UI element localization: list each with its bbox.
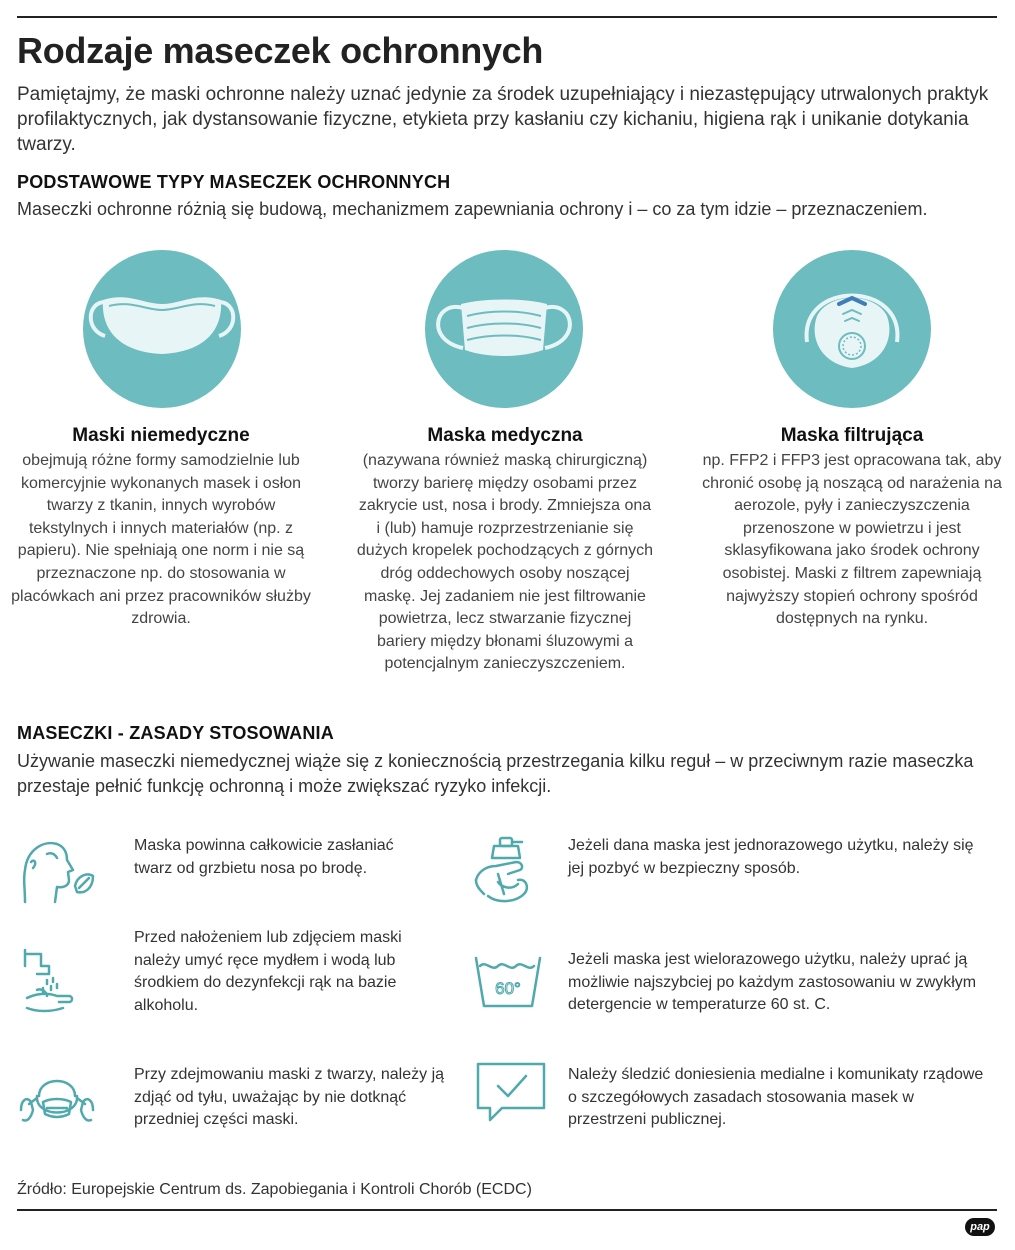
hand-washing-icon <box>17 940 97 1020</box>
pap-logo: pap <box>965 1218 995 1236</box>
types-subtitle: Maseczki ochronne różnią się budową, mechanizmem zapewniania ochrony i – co za tym idzie – przeznaczeniem. <box>17 199 928 219</box>
type-description: (nazywana również maską chirurgiczną) tworzy barierę między osobami przez zakrycie ust, nosa i brody. Zmniejsza ona i (lub) hamuje rozprzestrzenianie się dużych kropelek pochodzących z górnych dróg oddechowych osoby noszącej maskę. Jej zadaniem nie jest filtrowanie powietrza, lecz stwarzanie fizycznej bariery między błonami śluzowymi a potencjalnym zanieczyszczeniem. <box>356 452 654 673</box>
intro-text: Pamiętajmy, że maski ochronne należy uznać jedynie za środek uzupełniający i niezastępujący utrwalonych praktyk profilaktycznych, jak dystansowanie fizyczne, etykieta przy kasłaniu czy kichaniu, higiena rąk i unikanie dotykania twarzy. <box>17 84 989 155</box>
type-description: np. FFP2 i FFP3 jest opracowana tak, aby chronić osobę ją noszącą od narażenia na aerozole, pyły i zanieczyszczenia przenoszone w powietrzu i jest sklasyfikowana jako środek ochrony osobistej. Maski z filtrem zapewniają najwyższy stopień ochrony spośród dostępnych na rynku. <box>702 452 1002 628</box>
rule-text-follow-news: Należy śledzić doniesienia medialne i komunikaty rządowe o szczegółowych zasadach stosowania masek w przestrzeni publicznej. <box>568 1066 984 1129</box>
rules-subtitle: Używanie maseczki niemedycznej wiąże się z koniecznością przestrzegania kilku reguł – w przeciwnym razie maseczka przestaje pełnić funkcję ochronną i może zwiększać ryzyko infekcji. <box>17 751 974 796</box>
rule-text-washing-60: Jeżeli maska jest wielorazowego użytku, należy uprać ją możliwie najszybciej po każdym zastosowaniu w zwykłym detergencie w temperaturze 60 st. C. <box>568 951 977 1014</box>
disposal-hand-icon <box>468 832 548 912</box>
type-card-medical <box>355 424 655 676</box>
wash-60-icon <box>468 940 548 1020</box>
check-bubble-icon <box>468 1054 548 1134</box>
wash-temperature-label: 60° <box>495 979 521 998</box>
type-name: Maska filtrująca <box>780 425 924 446</box>
type-name: Maski niemedyczne <box>72 425 250 446</box>
rule-text-disposal: Jeżeli dana maska jest jednorazowego użytku, należy się jej pozbyć w bezpieczny sposób. <box>568 837 974 877</box>
type-name: Maska medyczna <box>427 425 583 446</box>
cloth-mask-icon <box>83 250 241 408</box>
rule-text-coverage: Maska powinna całkowicie zasłaniać twarz od grzbietu nosa po brodę. <box>134 837 394 877</box>
rule-text-hand-washing: Przed nałożeniem lub zdjęciem maski należy umyć ręce mydłem i wodą lub środkiem do dezynfekcji rąk na bazie alkoholu. <box>134 929 402 1014</box>
respirator-mask-icon <box>773 250 931 408</box>
top-rule <box>17 16 997 18</box>
surgical-mask-icon <box>425 250 583 408</box>
bottom-rule <box>17 1209 997 1211</box>
remove-mask-icon <box>17 1058 97 1138</box>
type-card-nonmedical <box>11 424 311 631</box>
rule-text-removal: Przy zdejmowaniu maski z twarzy, należy ją zdjąć od tyłu, uważając by nie dotknąć przedniej części maski. <box>134 1066 445 1129</box>
type-card-filtering <box>702 424 1002 631</box>
rules-heading: MASECZKI - ZASADY STOSOWANIA <box>17 723 334 743</box>
source-note: Źródło: Europejskie Centrum ds. Zapobiegania i Kontroli Chorób (ECDC) <box>17 1181 532 1198</box>
types-heading: PODSTAWOWE TYPY MASECZEK OCHRONNYCH <box>17 172 451 192</box>
face-mask-profile-icon <box>17 832 97 912</box>
type-description: obejmują różne formy samodzielnie lub komercyjnie wykonanych masek i osłon twarzy z tkanin, innych wyrobów tekstylnych i innych materiałów (np. z papieru). Nie spełniają one norm i nie są przeznaczone np. do stosowania w placówkach ani przez pracowników służby zdrowia. <box>11 452 311 628</box>
page-title: Rodzaje maseczek ochronnych <box>17 30 544 71</box>
